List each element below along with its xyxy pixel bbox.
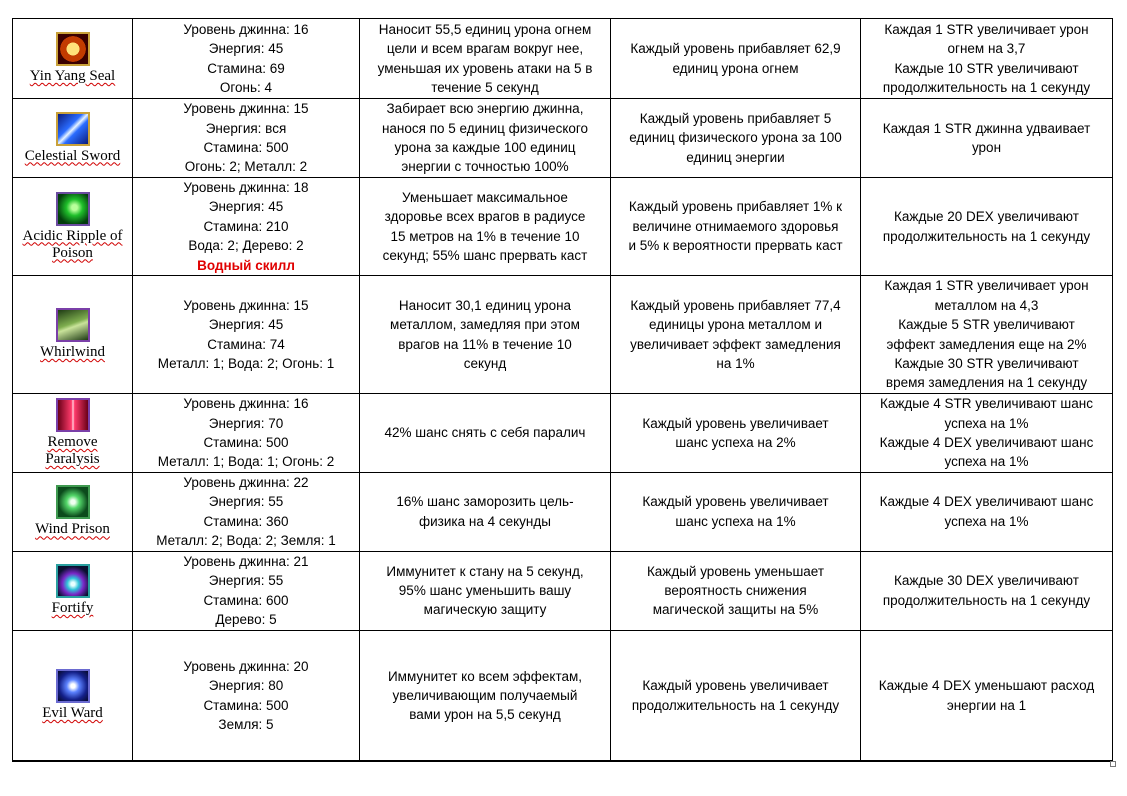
text-line: Энергия: 55 [208,573,284,589]
text-line: Стамина: 69 [207,60,285,76]
text-line: Стамина: 500 [203,140,289,155]
text-line: Каждый уровень прибавляет 77,4 [630,297,841,313]
text-line: увеличивает эффект замедления [630,336,841,352]
text-line: Каждая 1 STR увеличивает урон [884,21,1089,37]
table-row [13,551,1113,630]
text-line: металлом на 4,3 [934,297,1039,313]
text-line: единиц урона огнем [672,60,799,76]
skill-name-cell [13,630,133,761]
skill-name-cell [13,99,133,178]
text-line: Стамина: 600 [203,592,289,608]
text-line: секунд [463,355,507,371]
text-line: Каждый уровень прибавляет 62,9 [630,41,841,57]
text-line: Энергия: 55 [208,494,284,510]
text-line: Металл: 1; Вода: 2; Огонь: 1 [157,355,335,371]
text-line: единиц физического урона за 100 [629,130,842,146]
text-line: Каждые 20 DEX увеличивают [894,209,1079,225]
table-row [13,19,1113,99]
description-cell [360,630,611,761]
text-line: единицы урона металлом и [648,317,822,333]
description-cell [360,473,611,552]
per-level-cell [611,19,861,99]
text-line: Вода: 2; Дерево: 2 [188,238,304,254]
skill-name: Wind Prison [35,521,110,538]
text-line: Стамина: 210 [203,218,289,234]
skill-name-cell [13,19,133,99]
text-line: Каждый уровень прибавляет 1% к [628,199,843,215]
text-line: успеха на 1% [944,454,1029,470]
stat-bonus-cell [861,276,1113,394]
per-level-cell [611,551,861,630]
requirements-cell [133,551,360,630]
table-row [13,99,1113,178]
text-line: Каждые 5 STR увеличивают [898,317,1075,333]
text-line: Стамина: 500 [203,435,289,451]
text-line: Энергия: 70 [208,415,284,431]
stat-bonus-cell [861,630,1113,761]
text-line: продолжительность на 1 секунду [882,592,1091,608]
requirements-cell [133,394,360,473]
text-line: Каждые 4 DEX увеличивают шанс [879,435,1094,451]
skill-name: Yin Yang Seal [29,68,116,84]
requirements-cell [133,178,360,276]
text-line: Каждая 1 STR джинна удваивает [882,120,1091,136]
evil-ward-icon [56,669,90,703]
text-line: Металл: 2; Вода: 2; Земля: 1 [156,533,336,549]
text-line: Каждый уровень увеличивает [642,415,829,431]
per-level-cell [611,276,861,394]
text-line: Иммунитет к стану на 5 секунд, [386,563,584,579]
description-cell [360,551,611,630]
text-line: магической защиты на 5% [652,602,819,618]
stat-bonus-cell [861,394,1113,473]
text-line: Каждый уровень увеличивает [642,678,829,694]
text-line: секунд; 55% шанс прервать каст [382,247,588,263]
stat-bonus-cell [861,19,1113,99]
text-line: Каждые 30 STR увеличивают [894,355,1079,371]
text-line: успеха на 1% [944,513,1029,529]
poison-ripple-icon [56,192,90,226]
sword-icon [56,112,90,146]
stat-bonus-cell [861,178,1113,276]
stat-bonus-cell [861,473,1113,552]
per-level-cell [611,473,861,552]
text-line: Энергия: 45 [208,199,284,215]
description-cell [360,99,611,178]
text-line: Уровень джинна: 21 [183,553,309,569]
text-line: Уровень джинна: 15 [183,101,309,117]
skill-name-cell [13,394,133,473]
text-line: шанс успеха на 2% [675,435,796,451]
table-row [13,276,1113,394]
table-row [13,394,1113,473]
text-line: время замедления на 1 секунду [885,375,1088,391]
text-line: Уровень джинна: 22 [183,475,309,491]
text-line: магическую защиту [423,602,547,618]
skill-name: Evil Ward [42,705,103,722]
text-line: Каждые 10 STR увеличивают [894,60,1079,76]
requirements-cell [133,99,360,178]
text-line: Уровень джинна: 16 [183,396,309,412]
text-line: Энергия: вся [205,120,287,136]
text-line: Энергия: 80 [208,678,284,694]
text-line: вероятность снижения [664,582,807,598]
skills-table [12,18,1113,762]
text-line: Энергия: 45 [208,317,284,333]
text-line: Уменьшает максимальное [402,189,568,205]
requirements-cell [133,276,360,394]
text-line: продолжительность на 1 секунду [882,228,1091,244]
text-line: 42% шанс снять с себя паралич [384,425,586,441]
text-line: Каждый уровень уменьшает [646,563,825,579]
text-line: шанс успеха на 1% [675,513,796,529]
text-line: Каждые 4 STR увеличивают шанс [880,396,1093,412]
requirements-cell [133,19,360,99]
text-line: единиц энергии [686,149,785,165]
text-line: Огонь: 2; Металл: 2 [184,159,308,175]
per-level-cell [611,178,861,276]
text-line: энергии на 1 [946,697,1027,713]
text-line: успеха на 1% [944,415,1029,431]
text-line: увеличивающим получаемый [392,687,578,703]
skill-name-cell [13,473,133,552]
description-cell [360,19,611,99]
skill-name: Acidic Ripple of Poison [22,227,123,261]
description-cell [360,276,611,394]
text-line: 95% шанс уменьшить вашу [398,582,572,598]
text-line: физика на 4 секунды [419,513,551,529]
text-line: Уровень джинна: 16 [183,21,309,37]
requirements-cell [133,473,360,552]
text-line: здоровье всех врагов в радиусе [384,209,586,225]
text-line: Каждый уровень увеличивает [642,494,829,510]
text-line: продолжительность на 1 секунду [882,79,1091,95]
text-line: Уровень джинна: 15 [183,297,309,313]
skill-name: Celestial Sword [24,147,121,164]
text-line: Забирает всю энергию джинна, [386,101,584,117]
yin-yang-icon [56,32,90,66]
skill-name: Whirlwind [40,344,105,361]
text-line: Каждый уровень прибавляет 5 [639,110,832,126]
text-line: Стамина: 500 [203,697,289,713]
text-line: продолжительность на 1 секунду [631,697,840,713]
text-line: на 1% [716,355,755,371]
text-line: Каждые 4 DEX уменьшают расход [878,678,1095,694]
text-line: нанося по 5 единиц физического [381,120,589,136]
table-row [13,473,1113,552]
remove-paralysis-icon [56,398,90,432]
text-line: течение 5 секунд [431,79,539,95]
per-level-cell [611,99,861,178]
text-line: Наносит 30,1 единиц урона [398,297,572,313]
text-line: Наносит 55,5 единиц урона огнем [378,21,592,37]
text-line: уменьшая их уровень атаки на 5 в [377,60,593,76]
table-row [13,630,1113,761]
skill-name-cell [13,178,133,276]
text-line: вами урон на 5,5 секунд [409,707,561,723]
text-line: величине отнимаемого здоровья [632,218,839,234]
text-line: Иммунитет ко всем эффектам, [387,668,583,684]
text-line: урон [971,140,1002,155]
per-level-cell [611,394,861,473]
text-line: цели и всем врагам вокруг нее, [386,41,584,57]
wind-prison-icon [56,485,90,519]
table-row [13,178,1113,276]
text-line: Стамина: 360 [203,513,289,529]
text-line: Уровень джинна: 20 [183,658,309,674]
text-line: Каждые 4 DEX увеличивают шанс [879,494,1094,510]
text-line: энергии с точностью 100% [401,159,569,175]
requirements-cell [133,630,360,761]
fortify-icon [56,564,90,598]
water-skill-label: Водный скилл [197,257,295,273]
text-line: и 5% к вероятности прервать каст [628,238,843,254]
stat-bonus-cell [861,551,1113,630]
text-line: Энергия: 45 [208,41,284,57]
skill-name: Fortify [51,600,94,617]
description-cell [360,394,611,473]
text-line: Металл: 1; Вода: 1; Огонь: 2 [157,454,335,470]
skill-name: Remove Paralysis [45,434,100,468]
text-line: огнем на 3,7 [947,41,1026,57]
text-line: Дерево: 5 [215,612,277,628]
text-line: Уровень джинна: 18 [183,180,309,195]
whirlwind-icon [56,308,90,342]
table-resize-handle[interactable] [1110,761,1116,767]
text-line: Каждая 1 STR увеличивает урон [884,278,1089,294]
per-level-cell [611,630,861,761]
text-line: Стамина: 74 [207,336,285,352]
text-line: металлом, замедляя при этом [390,317,580,333]
text-line: 16% шанс заморозить цель- [396,494,574,510]
text-line: врагов на 11% в течение 10 [398,336,572,352]
description-cell [360,178,611,276]
text-line: Земля: 5 [218,717,274,733]
text-line: Каждые 30 DEX увеличивают [894,573,1079,589]
skill-name-cell [13,276,133,394]
text-line: урона за каждые 100 единиц [394,140,576,155]
stat-bonus-cell [861,99,1113,178]
text-line: Огонь: 4 [219,79,273,95]
text-line: 15 метров на 1% в течение 10 [390,228,580,244]
skill-name-cell [13,551,133,630]
text-line: эффект замедления еще на 2% [886,336,1087,352]
